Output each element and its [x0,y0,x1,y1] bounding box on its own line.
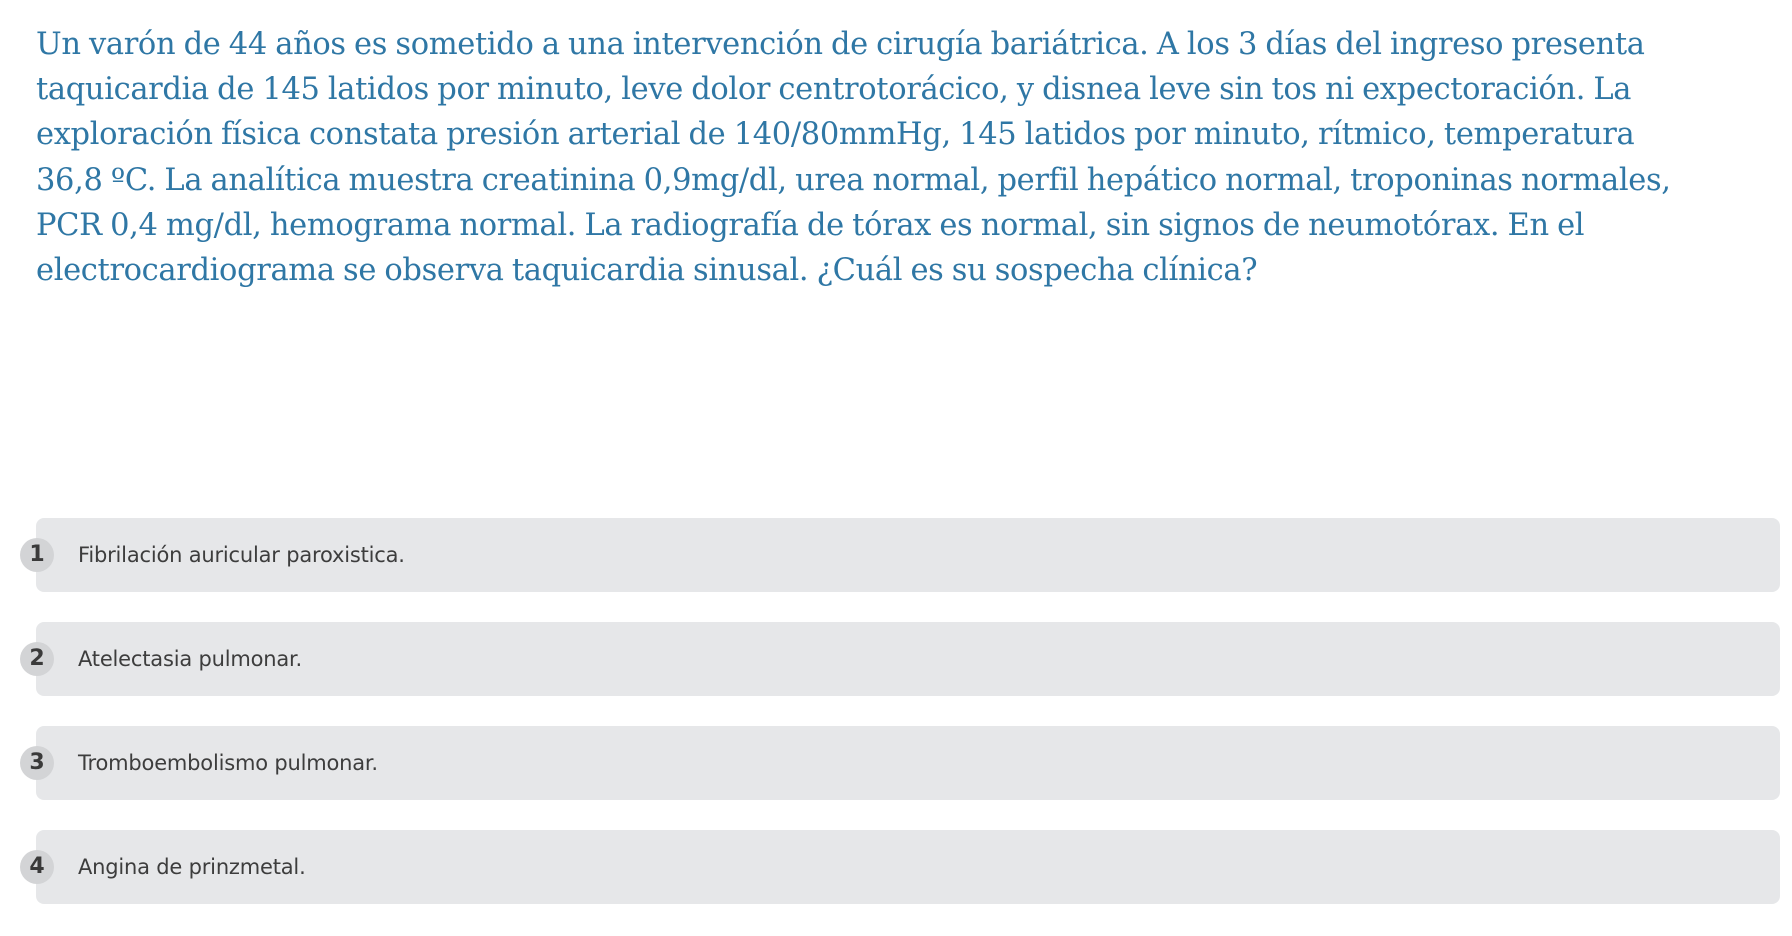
question-line: taquicardia de 145 latidos por minuto, leve dolor centrotorácico, y disnea leve sin tos ni expectoración. La [36,72,1632,108]
option-label: Angina de prinzmetal. [78,855,306,879]
question-line: electrocardiograma se observa taquicardia sinusal. ¿Cuál es su sospecha clínica? [36,253,1258,289]
answer-option-3[interactable] [29,726,1780,800]
answer-option-4[interactable] [29,830,1780,904]
option-label: Tromboembolismo pulmonar. [78,751,378,775]
answer-option-2[interactable] [29,622,1780,696]
option-number-badge: 2 [20,642,54,676]
question-line: Un varón de 44 años es sometido a una intervención de cirugía bariátrica. A los 3 días del ingreso presenta [36,27,1645,62]
option-number-badge: 3 [20,746,54,780]
option-label: Atelectasia pulmonar. [78,647,303,671]
option-number-badge: 1 [20,538,54,572]
question-line: 36,8 ºC. La analítica muestra creatinina 0,9mg/dl, urea normal, perfil hepático normal, troponinas normales, [36,162,1671,198]
answer-option-1[interactable] [29,518,1780,592]
option-number-badge: 4 [20,850,54,884]
question-line: exploración física constata presión arterial de 140/80mmHg, 145 latidos por minuto, rítmico, temperatura [36,117,1635,153]
option-label: Fibrilación auricular paroxistica. [78,543,405,567]
question-line: PCR 0,4 mg/dl, hemograma normal. La radiografía de tórax es normal, sin signos de neumotórax. En el [36,207,1585,243]
